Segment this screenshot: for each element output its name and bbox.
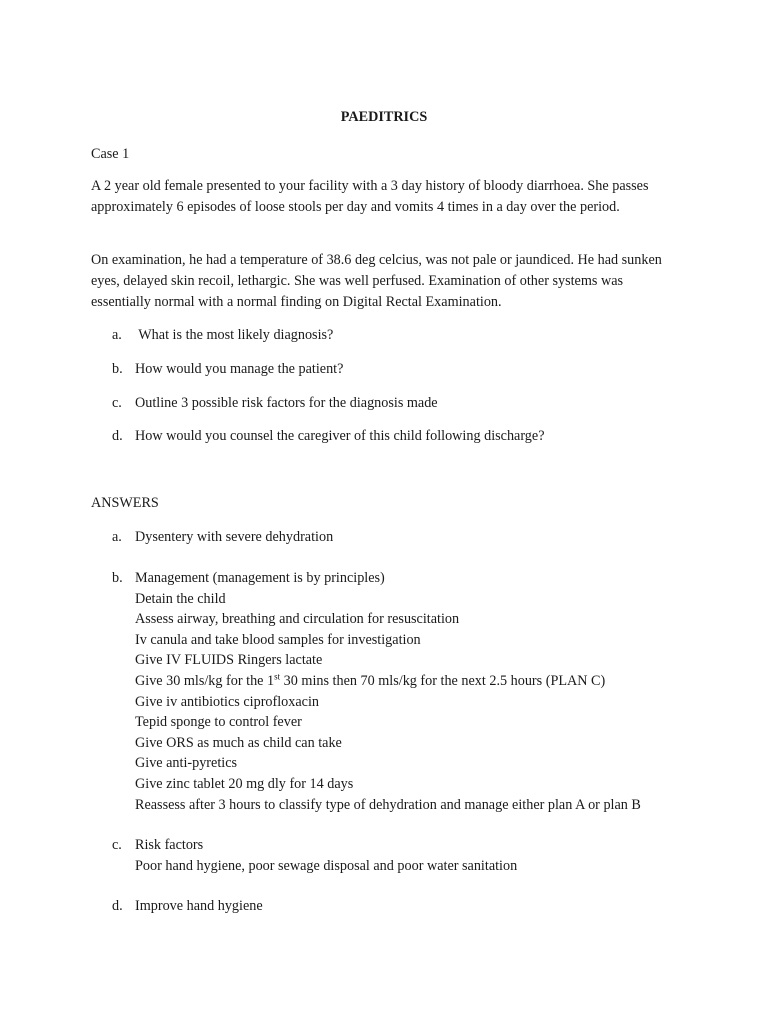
management-step: Give IV FLUIDS Ringers lactate (135, 652, 323, 669)
examination-paragraph: On examination, he had a temperature of 38.6 deg celcius, was not pale or jaundiced. He had sunken eyes, delayed skin recoil, lethargic. She was well perfused. Examination of other systems was essentially normal with a normal finding on Digital Rectal Examination. (91, 252, 662, 310)
plan-c-before: Give 30 mls/kg for the 1 (135, 672, 275, 689)
management-step-plan-c (135, 671, 641, 692)
question-text: Outline 3 possible risk factors for the diagnosis made (135, 395, 438, 411)
risk-factors (135, 835, 517, 876)
question-text: How would you manage the patient? (135, 361, 344, 377)
answer-letter: d. (112, 898, 123, 914)
plan-c-superscript: st (274, 671, 281, 682)
case-label: Case 1 (91, 146, 130, 162)
question-letter: a. (112, 327, 122, 343)
case-history-paragraph: A 2 year old female presented to your facility with a 3 day history of bloody diarrhoea. She passes approximately 6 episodes of loose stools per day and vomits 4 times in a day over the period. (91, 178, 649, 215)
question-text: What is the most likely diagnosis? (135, 327, 334, 343)
answer-letter: c. (112, 837, 122, 853)
management-step: Reassess after 3 hours to classify type of dehydration and manage either plan A or plan B (135, 796, 641, 813)
management-step: Give zinc tablet 20 mg dly for 14 days (135, 775, 354, 792)
plan-c-after: 30 mins then 70 mls/kg for the next 2.5 hours (PLAN C) (280, 672, 606, 689)
management-step: Give iv antibiotics ciprofloxacin (135, 693, 319, 710)
management-step: Give ORS as much as child can take (135, 734, 342, 751)
question-letter: c. (112, 395, 122, 411)
question-text: How would you counsel the caregiver of this child following discharge? (135, 428, 545, 444)
management-step: Iv canula and take blood samples for investigation (135, 631, 421, 648)
page-title: PAEDITRICS (340, 109, 428, 125)
risk-factors-heading: Risk factors (135, 837, 204, 853)
management-step: Management (management is by principles) (135, 570, 385, 586)
answer-text: Improve hand hygiene (135, 898, 263, 914)
management-step: Assess airway, breathing and circulation for resuscitation (135, 611, 460, 628)
question-letter: d. (112, 428, 123, 444)
management-step: Give anti-pyretics (135, 755, 238, 772)
answer-text: Dysentery with severe dehydration (135, 529, 334, 545)
question-letter: b. (112, 361, 123, 377)
answer-letter: a. (112, 529, 122, 545)
management-steps (135, 568, 641, 815)
answer-letter: b. (112, 570, 123, 586)
management-step: Tepid sponge to control fever (135, 714, 302, 731)
risk-factors-text: Poor hand hygiene, poor sewage disposal and poor water sanitation (135, 857, 518, 874)
management-step: Detain the child (135, 590, 226, 607)
answers-heading: ANSWERS (91, 495, 159, 511)
